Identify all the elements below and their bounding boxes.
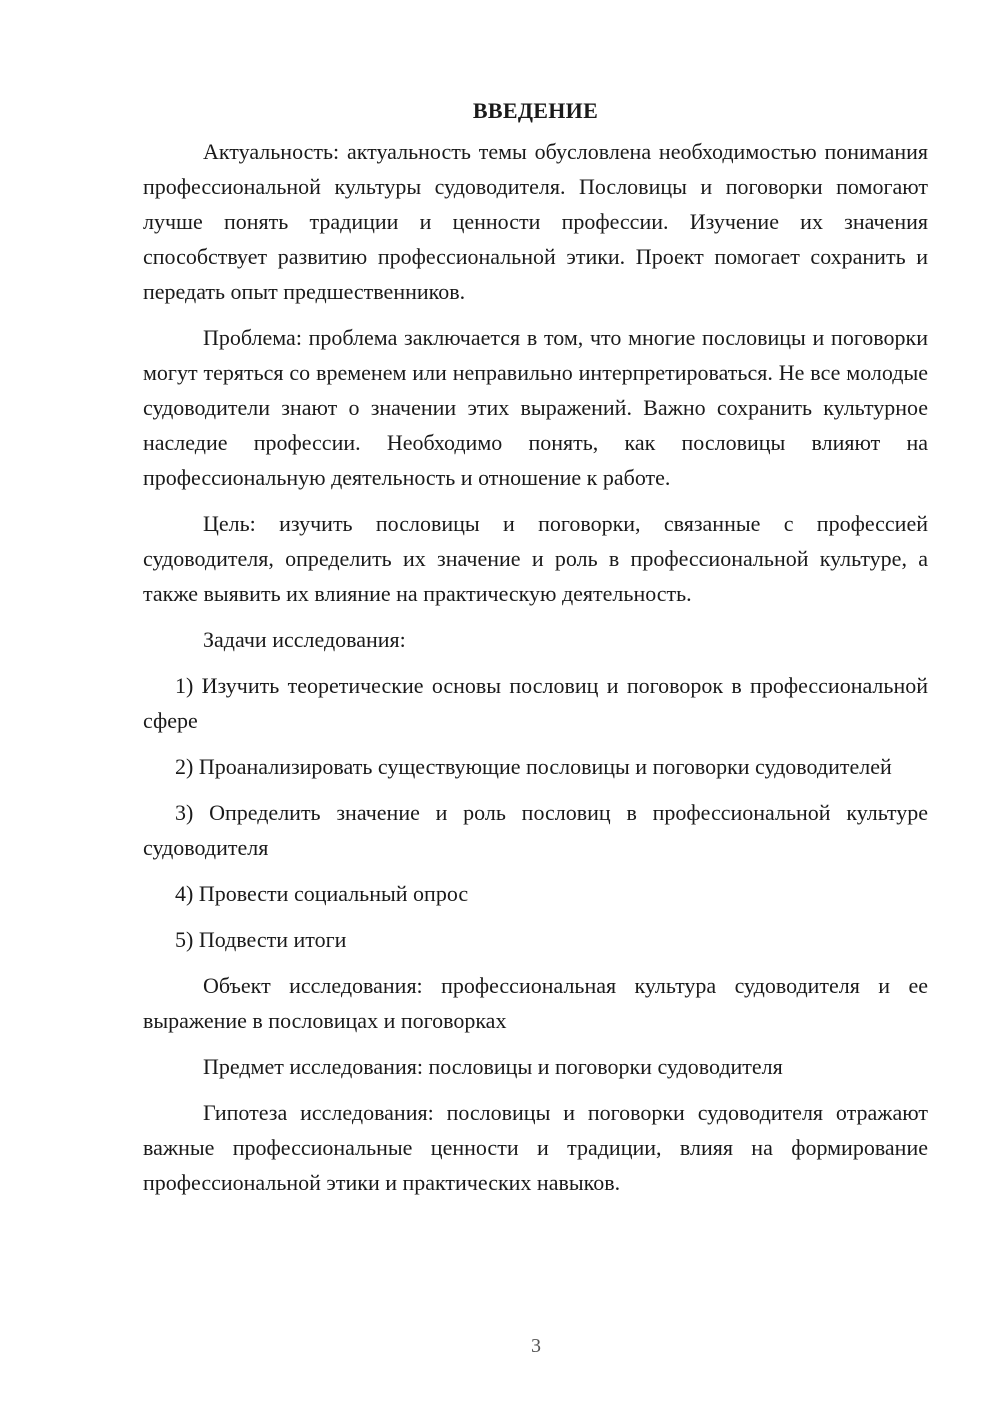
paragraph-goal: Цель: изучить пословицы и поговорки, связанные с профессией судоводителя, определить их значение и роль в профессиональной культуре, а также выявить их влияние на практическую деятельность. (143, 511, 928, 606)
task-item: 4) Провести социальный опрос (175, 881, 469, 906)
task-item: 5) Подвести итоги (175, 927, 347, 952)
page-number: 3 (531, 1335, 541, 1357)
task-item: 2) Проанализировать существующие пословицы и поговорки судоводителей (175, 754, 892, 779)
task-item: 1) Изучить теоретические основы пословиц и поговорок в профессиональной сфере (143, 673, 928, 733)
page-content (143, 93, 928, 1211)
paragraph-object: Объект исследования: профессиональная культура судоводителя и ее выражение в пословицах и поговорках (143, 973, 928, 1033)
page-title: ВВЕДЕНИЕ (472, 98, 599, 123)
paragraph-relevance: Актуальность: актуальность темы обусловлена необходимостью понимания профессиональной культуры судоводителя. Пословицы и поговорки помогают лучше понять традиции и ценности профессии. Изучение их значения способствует развитию профессиональной этики. Проект помогает сохранить и передать опыт предшественников. (143, 139, 928, 304)
task-item: 3) Определить значение и роль пословиц в профессиональной культуре судоводителя (143, 800, 928, 860)
paragraph-problem: Проблема: проблема заключается в том, что многие пословицы и поговорки могут теряться со временем или неправильно интерпретироваться. Не все молодые судоводители знают о значении этих выражений. Важно сохранить культурное наследие профессии. Необходимо понять, как пословицы влияют на профессиональную деятельность и отношение к работе. (143, 325, 928, 490)
paragraph-subject: Предмет исследования: пословицы и поговорки судоводителя (203, 1054, 783, 1079)
paragraph-hypothesis: Гипотеза исследования: пословицы и поговорки судоводителя отражают важные профессиональные ценности и традиции, влияя на формирование профессиональной этики и практических навыков. (143, 1100, 928, 1195)
tasks-heading: Задачи исследования: (203, 627, 406, 652)
